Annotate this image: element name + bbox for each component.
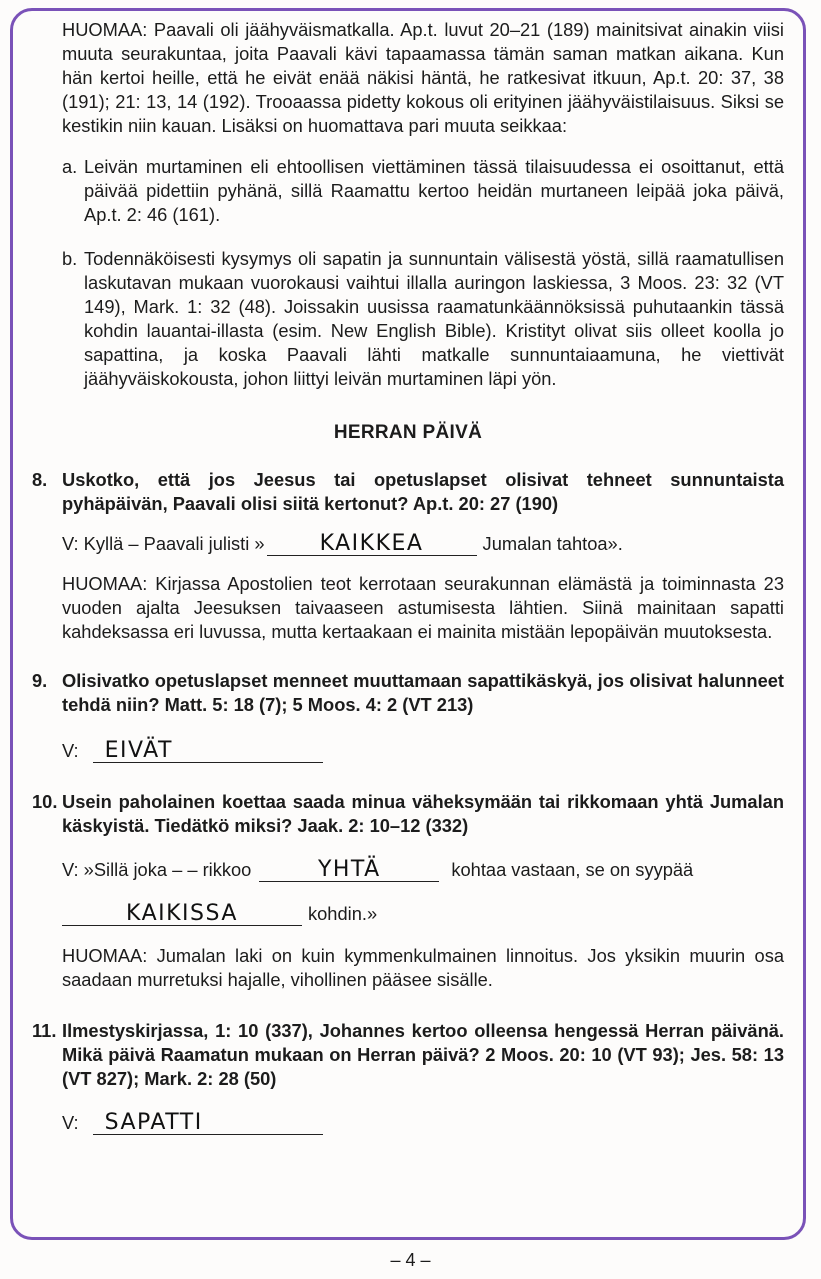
list-text: Leivän murtaminen eli ehtoollisen viettäminen tässä tilaisuudessa ei osoittanut, että päivää pidettiin pyhänä, sillä Raamattu kertoo heidän murtaneen leipää joka päivä, Ap.t. 2: 46 (161). <box>84 156 784 225</box>
list-label: b. <box>62 248 78 269</box>
question-number: 10. <box>32 791 58 812</box>
question-8 <box>32 468 784 516</box>
answer-mid: kohtaa vastaan, se on syypää <box>451 859 694 880</box>
page-content <box>32 18 784 1135</box>
question-number: 9. <box>32 670 48 691</box>
answer-8 <box>32 532 784 556</box>
question-text: Usein paholainen koettaa saada minua väheksymään tai rikkomaan yhtä Jumalan käskyistä. Tiedätkö miksi? Jaak. 2: 10–12 (332) <box>62 791 784 836</box>
list-item-b <box>32 247 784 391</box>
answer-prefix: V: »Sillä joka – – rikkoo <box>62 859 252 880</box>
page-number: – 4 – <box>390 1250 431 1270</box>
note-10: HUOMAA: Jumalan laki on kuin kymmenkulmainen linnoitus. Jos yksikin muurin osa saadaan murretuksi hajalle, vihollinen pääsee sisälle. <box>62 945 784 990</box>
question-text: Uskotko, että jos Jeesus tai opetuslapset olisivat tehneet sunnuntaista pyhäpäivän, Paavali olisi siitä kertonut? Ap.t. 20: 27 (190) <box>62 469 784 514</box>
question-number: 8. <box>32 469 48 490</box>
question-11 <box>32 1019 784 1091</box>
answer-prefix: V: <box>62 740 79 761</box>
answer-10-line-1 <box>32 858 784 882</box>
question-text: Olisivatko opetuslapset menneet muuttamaan sapattikäskyä, jos olisivat halunneet tehdä niin? Matt. 5: 18 (7); 5 Moos. 4: 2 (VT 213) <box>62 670 784 715</box>
answer-blank-1[interactable]: YHTÄ <box>259 859 439 882</box>
answer-prefix: V: Kyllä – Paavali julisti » <box>62 533 265 554</box>
list-item-a <box>32 155 784 227</box>
answer-10-line-2 <box>32 902 784 926</box>
question-9 <box>32 669 784 717</box>
answer-suffix: kohdin.» <box>308 903 378 924</box>
answer-9 <box>32 739 784 763</box>
question-number: 11. <box>32 1020 57 1041</box>
answer-suffix: Jumalan tahtoa». <box>482 533 623 554</box>
answer-blank[interactable]: EIVÄT <box>93 740 323 763</box>
section-heading: HERRAN PÄIVÄ <box>333 422 483 443</box>
question-text: Ilmestyskirjassa, 1: 10 (337), Johannes kertoo olleensa hengessä Herran päivänä. Mikä päivä Raamatun mukaan on Herran päivä? 2 Moos. 20: 10 (VT 93); Jes. 58: 13 (VT 827); Mark. 2: 28 (50) <box>62 1020 784 1089</box>
answer-blank[interactable]: SAPATTI <box>93 1112 323 1135</box>
intro-note: HUOMAA: Paavali oli jäähyväismatkalla. Ap.t. luvut 20–21 (189) mainitsivat ainakin viisi muuta seurakuntaa, joita Paavali kävi tapaamassa tämän saman matkan aikana. Kun hän kertoi heille, että he eivät enää näkisi häntä, he ratkesivat itkuun, Ap.t. 20: 37, 38 (191); 21: 13, 14 (192). Trooaassa pidetty kokous oli erityinen jäähyväistilaisuus. Siksi se kestikin niin kauan. Lisäksi on huomattava pari muuta seikkaa: <box>62 19 784 136</box>
answer-blank[interactable]: KAIKKEA <box>267 533 477 556</box>
answer-11 <box>32 1111 784 1135</box>
note-8: HUOMAA: Kirjassa Apostolien teot kerrotaan seurakunnan elämästä ja toiminnasta 23 vuoden ajalta Jeesuksen taivaaseen astumisesta lähtien. Siinä mainitaan sapatti kahdeksassa eri luvussa, mutta kertaakaan ei mainita mistään lepopäivän muutoksesta. <box>62 573 784 642</box>
list-label: a. <box>62 156 78 177</box>
answer-blank-2[interactable]: KAIKISSA <box>62 903 302 926</box>
list-text: Todennäköisesti kysymys oli sapatin ja sunnuntain välisestä yöstä, sillä raamatullisen laskutavan mukaan vuorokausi vaihtui illalla auringon laskiessa, 3 Moos. 23: 32 (VT 149), Mark. 1: 32 (48). Joissakin uusissa raamatunkäännöksissä puhutaankin tässä kohdin lauantai-illasta (esim. New English Bible). Kristityt olivat siis olleet koolla jo sapattina, ja koska Paavali lähti matkalle sunnuntaiaamuna, he viettivät jäähyväiskokousta, johon liittyi leivän murtaminen läpi yön. <box>84 248 784 389</box>
answer-prefix: V: <box>62 1112 79 1133</box>
question-10 <box>32 790 784 838</box>
